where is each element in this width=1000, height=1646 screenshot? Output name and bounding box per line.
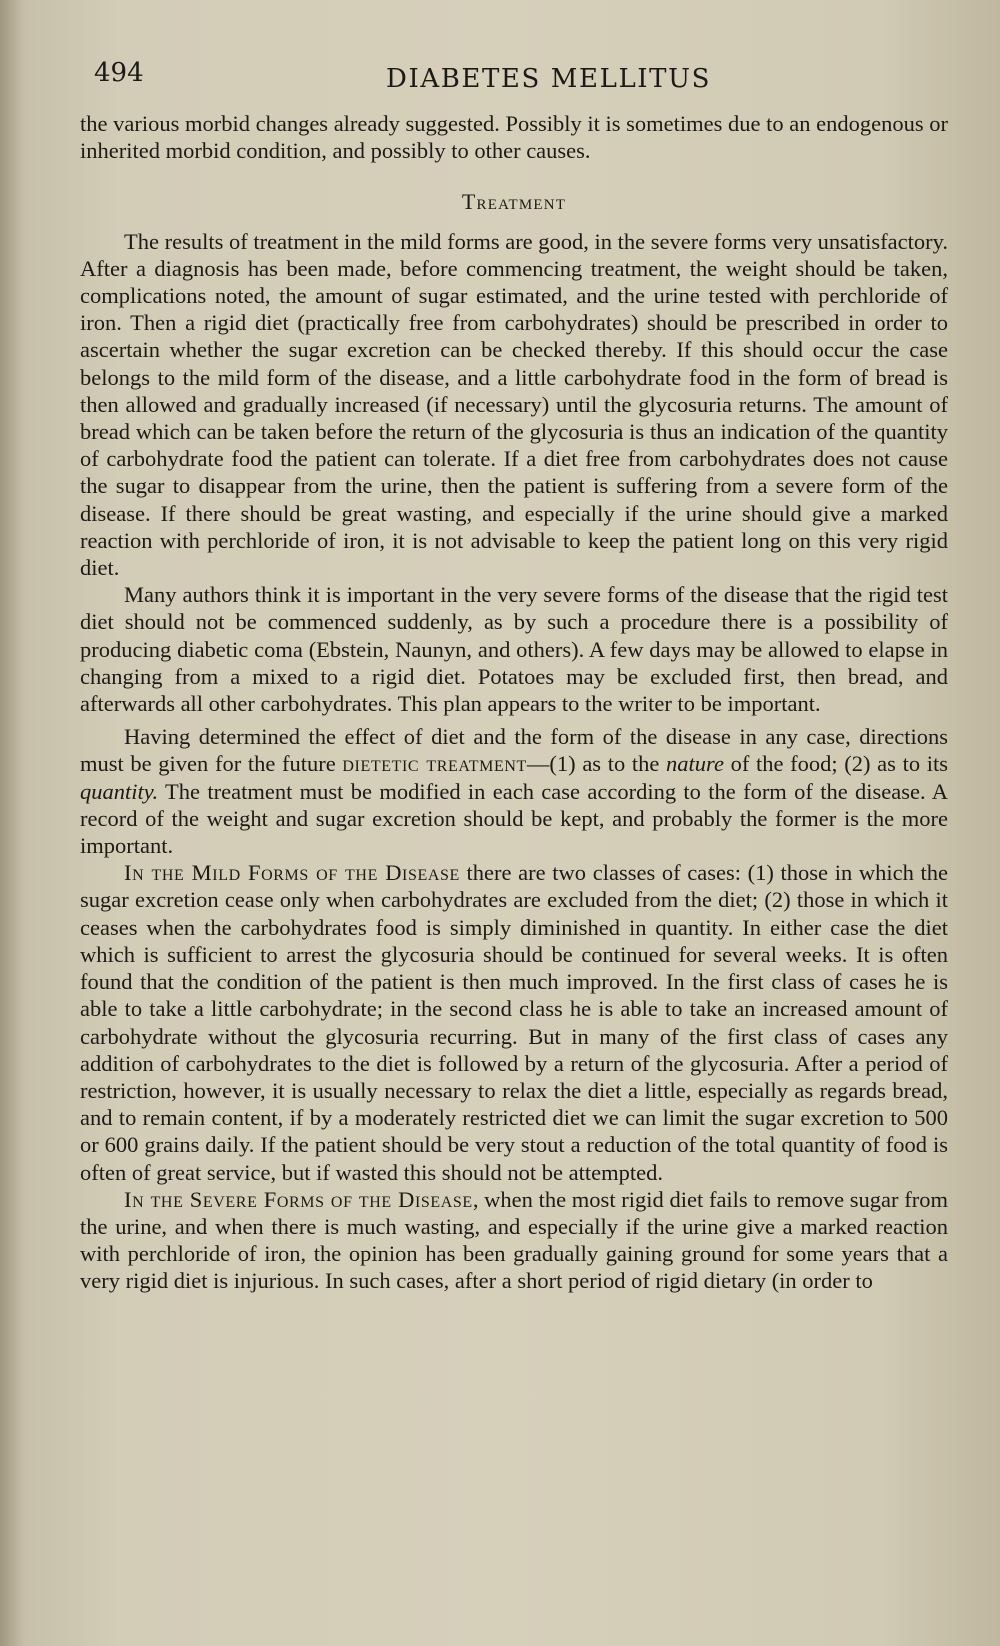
- paragraph-treatment-results: The results of treatment in the mild forms are good, in the severe forms very unsatisfactory. After a diagnosis has been made, before commencing treatment, the weight should be taken, complications noted, the amount of sugar estimated, and the urine tested with perchloride of iron. Then a rigid diet (practically free from carbohydrates) should be prescribed in order to ascertain whether the sugar excretion can be checked thereby. If this should occur the case belongs to the mild form of the disease, and a little carbohydrate food in the form of bread is then allowed and gradually increased (if necessary) until the glycosuria returns. The amount of bread which can be taken before the return of the glycosuria is thus an indication of the quantity of carbohydrate food the patient can tolerate. If a diet free from carbohydrates does not cause the sugar to disappear from the urine, then the patient is suffering from a severe form of the disease. If there should be great wasting, and especially if the urine should give a marked reaction with perchloride of iron, it is not advisable to keep the patient long on this very rigid diet.: [80, 228, 948, 581]
- nature-term: nature: [666, 751, 724, 777]
- paragraph-mild-forms: [80, 859, 948, 1185]
- binding-shadow: [0, 0, 24, 1646]
- continuation-paragraph: the various morbid changes already suggested. Possibly it is sometimes due to an endogenous or inherited morbid condition, and possibly to other causes.: [80, 111, 948, 164]
- dietetic-treatment-term: dietetic treatment: [342, 751, 527, 777]
- text-run: there are two classes of cases: (1) those in which the sugar excretion cease only when carbohydrates are excluded from the diet; (2) those in which it ceases when the carbohydrates food is simply diminished in quantity. In either case the diet which is sufficient to arrest the glycosuria should be continued for several weeks. It is often found that the condition of the patient is then much improved. In the first class of cases he is able to take a little carbohydrate; in the second class he is able to take an increased amount of carbohydrate without the glycosuria recurring. But in many of the first class of cases any addition of carbohydrates to the diet is followed by a return of the glycosuria. After a period of restriction, however, it is usually necessary to relax the diet a little, especially as regards bread, and to remain content, if by a moderately restricted diet we can limit the sugar excretion to 500 or 600 grains daily. If the patient should be very stout a reduction of the total quantity of food is often of great service, but if wasted this should not be attempted.: [80, 860, 949, 1185]
- text-run: Having determined the effect of diet and the form of the disease in any case, directions must be given for the future: [80, 724, 948, 777]
- paragraph-rigid-diet-caution: Many authors think it is important in the very severe forms of the disease that the rigid test diet should not be commenced suddenly, as by such a procedure there is a possibility of producing diabetic coma (Ebstein, Naunyn, and others). A few days may be allowed to elapse in changing from a mixed to a rigid diet. Potatoes may be excluded first, then bread, and afterwards all other carbohydrates. This plan appears to the writer to be important.: [80, 582, 948, 717]
- running-title: DIABETES MELLITUS: [386, 64, 712, 94]
- body-text: [80, 110, 948, 1295]
- quantity-term: quantity.: [80, 778, 159, 804]
- page-number: 494: [94, 58, 144, 88]
- text-run: of the food; (2) as to its: [723, 751, 948, 777]
- text-run: , when the most rigid diet fails to remove sugar from the urine, and when there is much wasting, and especially if the urine give a marked reaction with perchloride of iron, the opinion has been gradually gaining ground for some years that a very rigid diet is injurious. In such cases, after a short period of rigid dietary (in order to: [80, 1186, 948, 1294]
- text-run: —(1) as to the: [526, 751, 667, 777]
- mild-forms-heading: In the Mild Forms of the Disease: [124, 860, 460, 886]
- running-head: [80, 52, 948, 104]
- text-run: The treatment must be modified in each case according to the form of the disease. A record of the weight and sugar excretion should be kept, and probably the former is the more important.: [80, 778, 948, 859]
- section-heading-treatment: Treatment: [461, 189, 567, 215]
- severe-forms-heading: In the Severe Forms of the Disease: [124, 1186, 473, 1212]
- paragraph-severe-forms: [80, 1186, 948, 1295]
- paragraph-dietetic-treatment: [80, 723, 948, 859]
